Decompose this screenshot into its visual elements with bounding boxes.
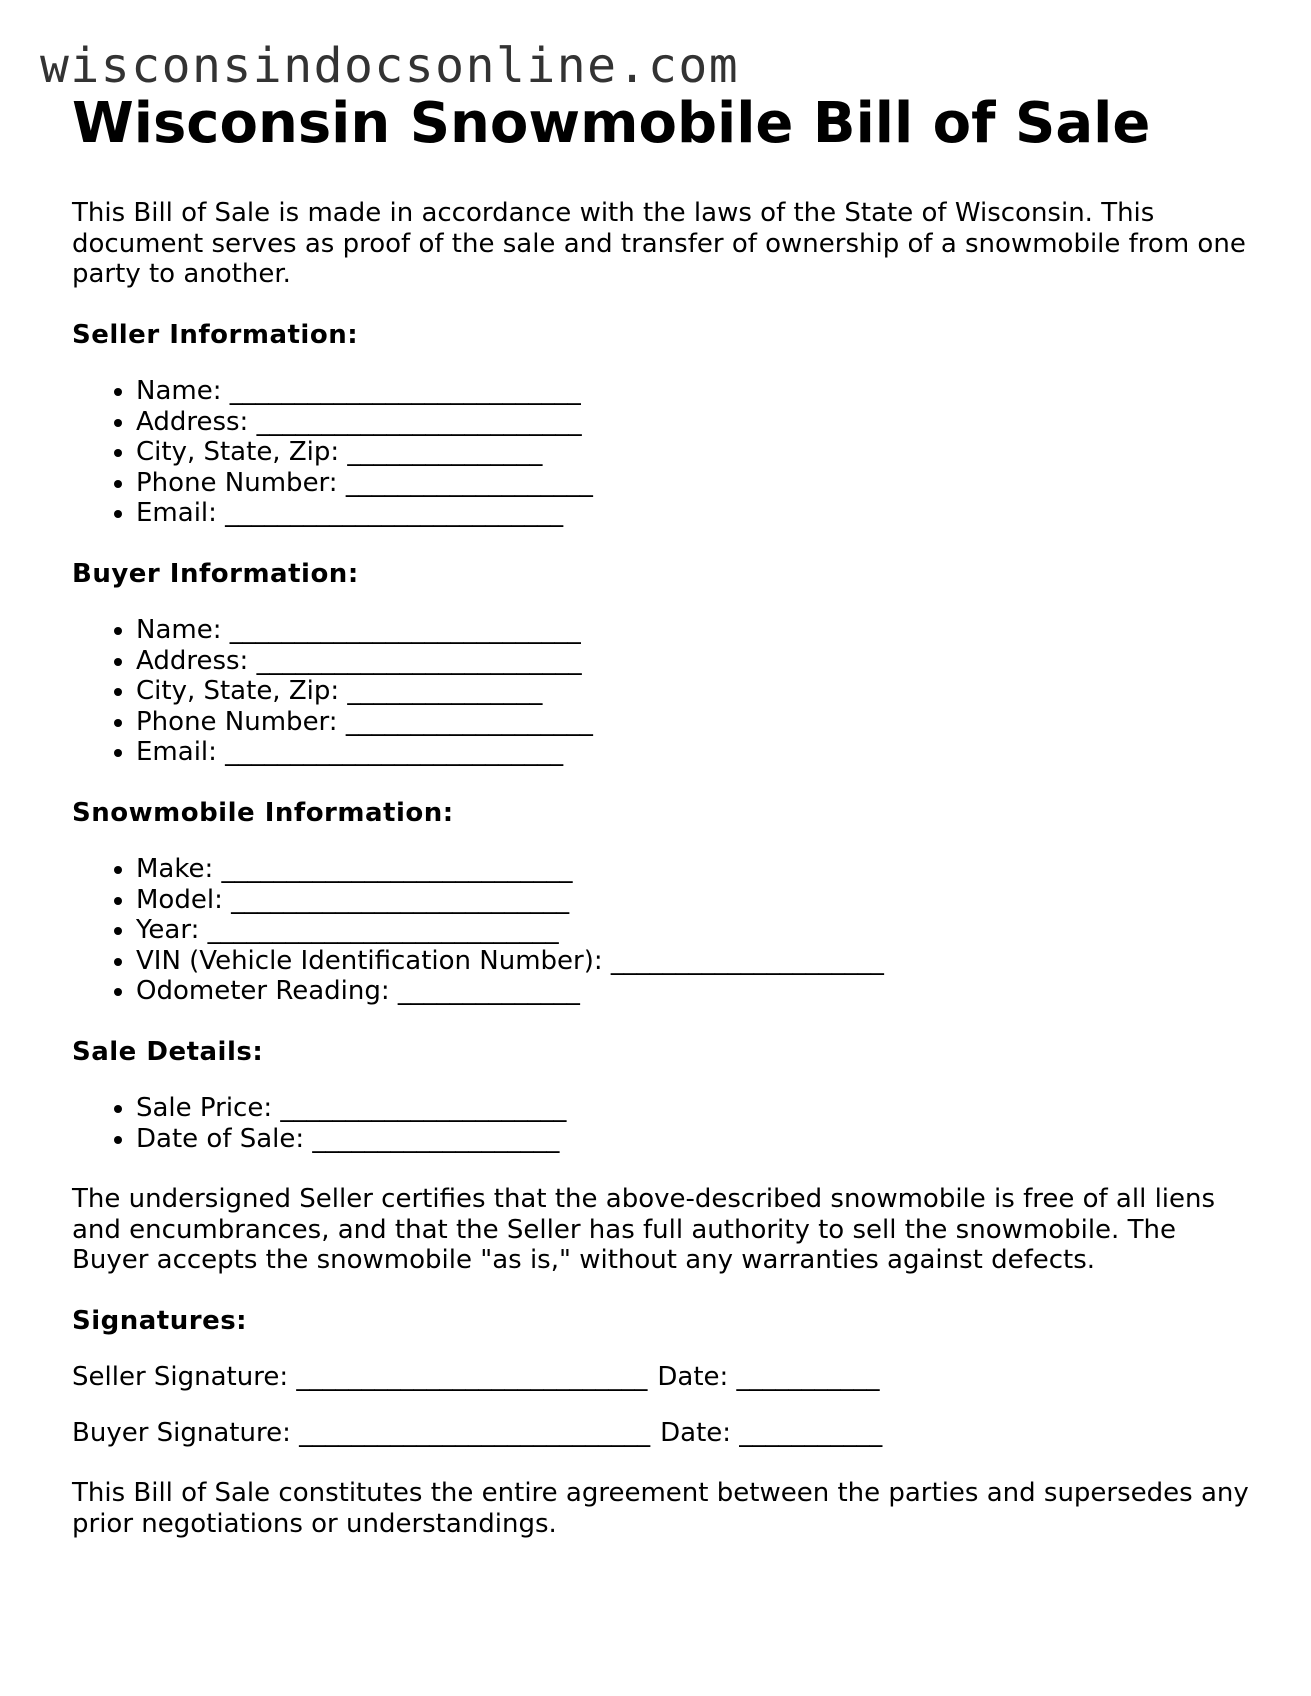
buyer-list (72, 615, 1252, 768)
sale-heading: Sale Details: (72, 1036, 264, 1067)
buyer-signature-field: Buyer Signature: ___________________________ (72, 1417, 651, 1448)
seller-date-field: Date: ___________ (657, 1362, 880, 1392)
sale-date-field: • Date of Sale: ___________________ (136, 1124, 1252, 1155)
sale-price-field: • Sale Price: ______________________ (136, 1093, 1252, 1124)
seller-city-state-zip-field: • City, State, Zip: _______________ (136, 437, 1252, 468)
intro-paragraph: This Bill of Sale is made in accordance with the laws of the State of Wisconsin. This document serves as proof of the sale and transfer of ownership of a snowmobile from one party to another. (72, 198, 1246, 289)
seller-address-field: • Address: _________________________ (136, 407, 1252, 438)
buyer-address-field: • Address: _________________________ (136, 646, 1252, 677)
seller-signature-line (72, 1362, 1252, 1393)
buyer-date-field: Date: ___________ (660, 1417, 883, 1448)
document-title: Wisconsin Snowmobile Bill of Sale (72, 91, 1151, 156)
snowmobile-model-field: • Model: __________________________ (136, 885, 1252, 916)
document-body (72, 90, 1252, 1539)
buyer-name-field: • Name: ___________________________ (136, 615, 1252, 646)
buyer-city-state-zip-field: • City, State, Zip: _______________ (136, 676, 1252, 707)
seller-name-field: • Name: ___________________________ (136, 376, 1252, 407)
sale-list (72, 1093, 1252, 1154)
buyer-signature-line (72, 1418, 1252, 1449)
closing-paragraph: This Bill of Sale constitutes the entire agreement between the parties and supersedes any prior negotiations or understandings. (72, 1478, 1249, 1539)
signatures-heading: Signatures: (72, 1305, 248, 1336)
snowmobile-odometer-field: • Odometer Reading: ______________ (136, 976, 1252, 1007)
seller-signature-field: Seller Signature: ___________________________ (72, 1362, 648, 1392)
snowmobile-list (72, 854, 1252, 1007)
seller-list (72, 376, 1252, 529)
snowmobile-year-field: • Year: ___________________________ (136, 915, 1252, 946)
watermark-text: wisconsindocsonline.com (40, 38, 740, 94)
buyer-email-field: • Email: __________________________ (136, 737, 1252, 768)
seller-phone-field: • Phone Number: ___________________ (136, 468, 1252, 499)
snowmobile-heading: Snowmobile Information: (72, 797, 454, 828)
certification-paragraph: The undersigned Seller certifies that the above-described snowmobile is free of all liens and encumbrances, and that the Seller has full authority to sell the snowmobile. The Buyer accepts the snowmobile "as is," without any warranties against defects. (72, 1184, 1216, 1275)
seller-email-field: • Email: __________________________ (136, 498, 1252, 529)
buyer-phone-field: • Phone Number: ___________________ (136, 707, 1252, 738)
seller-heading: Seller Information: (72, 319, 359, 350)
buyer-heading: Buyer Information: (72, 558, 359, 589)
snowmobile-make-field: • Make: ___________________________ (136, 854, 1252, 885)
snowmobile-vin-field: • VIN (Vehicle Identification Number): _____________________ (136, 946, 1252, 977)
